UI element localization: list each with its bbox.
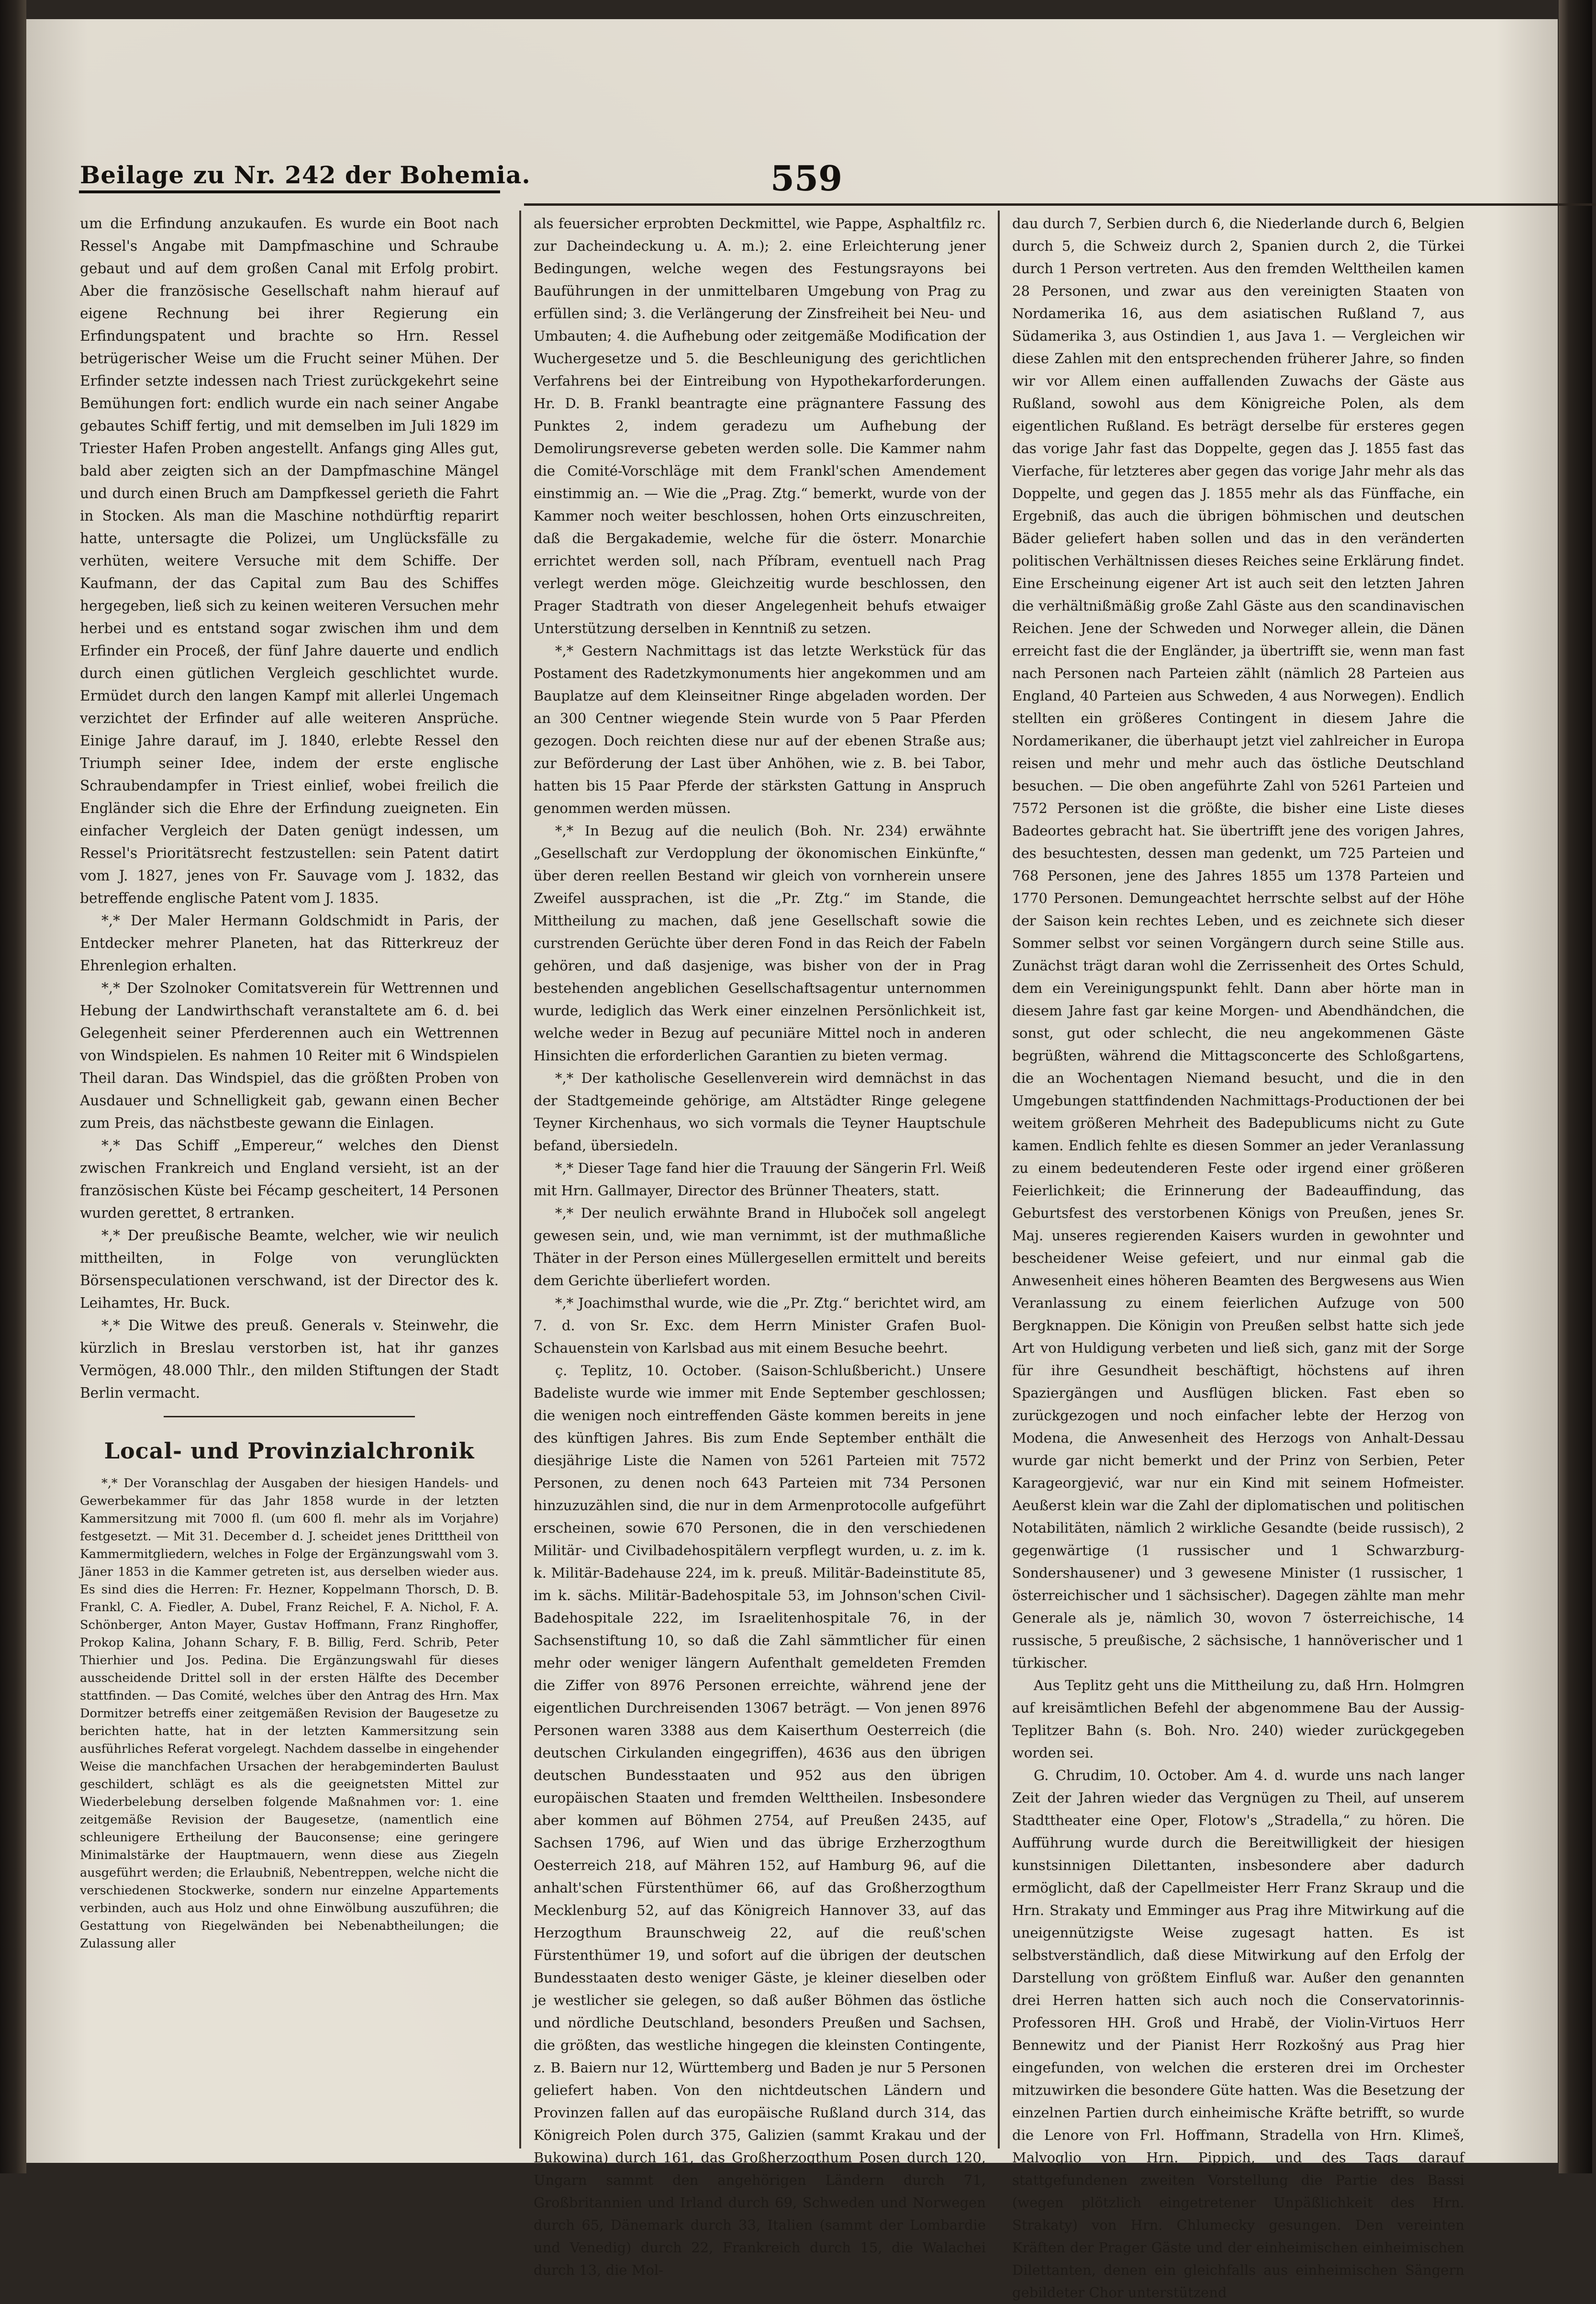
news-item: *,* Der preußische Beamte, welcher, wie wir neulich mittheilten, in Folge von verunglückten Börsenspeculationen verschwand, ist der Director des k. Leihamtes, Hr. Buck.: [80, 1227, 499, 1311]
title-underline: [79, 190, 500, 193]
article-paragraph: dau durch 7, Serbien durch 6, die Niederlande durch 6, Belgien durch 5, die Schweiz durch 2, Spanien durch 2, die Türkei durch 1 Person vertreten. Aus den fremden Welttheilen kamen 28 Personen, und zwar aus den vereinigten Staaten von Nordamerika 16, aus dem asiatischen Rußland 7, aus Südamerika 3, aus Ostindien 1, aus Java 1. — Vergleichen wir diese Zahlen mit den entsprechenden früherer Jahre, so finden wir vor Allem einen auffallenden Zuwachs der Gäste aus Rußland, sowohl aus dem Königreiche Polen, als dem eigentlichen Rußland. Es beträgt derselbe für ersteres gegen das vorige Jahr fast das Doppelte, gegen das J. 1855 fast das Vierfache, für letzteres aber gegen das vorige Jahr mehr als das Doppelte, und gegen das J. 1855 mehr als das Fünffache, ein Ergebniß, das auch die übrigen böhmischen und deutschen Bäder geliefert haben sollen und das in den veränderten politischen Verhältnissen dieses Reiches seine Erklärung findet. Eine Erscheinung eigener Art ist auch seit den letzten Jahren die verhältnißmäßig große Zahl Gäste aus den scandinavischen Reichen. Jene der Schweden und Norweger allein, die Dänen erreicht fast die der Engländer, ja übertrifft sie, wenn man fast nach Personen nach Parteien zählt (nämlich 28 Parteien aus England, 40 Parteien aus Schweden, 4 aus Norwegen). Endlich stellten ein größeres Contingent in diesem Jahre die Nordamerikaner, die überhaupt jetzt viel zahlreicher in Europa reisen und mehr und mehr auch das östliche Deutschland besuchen. — Die oben angeführte Zahl von 5261 Parteien und 7572 Personen ist die größte, die bisher eine Liste dieses Badeortes gebracht hat. Sie übertrifft jene des vorigen Jahres, des besuchtesten, dessen man gedenkt, um 725 Parteien und 768 Personen, jene des Jahres 1855 um 1378 Parteien und 1770 Personen. Demungeachtet herrschte selbst auf der Höhe der Saison kein rechtes Leben, und es zeichnete sich dieser Sommer selbst vor seinen Vorgängern durch seine Stille aus. Zunächst trägt daran wohl die Zerrissenheit des Ortes Schuld, dem ein Vereinigungspunkt fehlt. Dann aber hörte man in diesem Jahre fast gar keine Morgen- und Abendhändchen, die sonst, gut oder schlecht, die neu angekommenen Gäste begrüßten, während die Mittagsconcerte des Schloßgartens, die an Wochentagen Niemand besucht, und die in den Umgebungen stattfindenden Nachmittags-Productionen der bei weitem größeren Mehrheit des Badepublicums nicht zu Gute kamen. Endlich fehlte es diesen Sommer an jeder Veranlassung zu einem bedeutenderen Feste oder irgend einer größeren Feierlichkeit; die Erinnerung der Badeauffindung, das Geburtsfest des verstorbenen Königs von Preußen, jenes Sr. Maj. unseres regierenden Kaisers wurden in gewohnter und bescheidener Weise gefeiert, und nur einmal gab die Anwesenheit eines höheren Beamten des Bergwesens aus Wien Veranlassung zu einem feierlichen Aufzuge von 500 Bergknappen. Die Königin von Preußen selbst hatte sich jede Art von Huldigung verbeten und ließ sich, ganz mit der Sorge für ihre Gesundheit beschäftigt, höchstens auf ihren Spaziergängen und Ausflügen blicken. Fast eben so zurückgezogen und noch einfacher lebte der Herzog von Modena, die Anwesenheit des Herzogs von Anhalt-Dessau wurde gar nicht bemerkt und der Prinz von Serbien, Peter Karageorgjević, war nur ein Kind mit seinem Hofmeister. Aeußerst klein war die Zahl der diplomatischen und politischen Notabilitäten, nämlich 2 wirkliche Gesandte (beide russisch), 2 gegenwärtige (1 russischer und 1 Schwarzburg-Sondershausener) und 3 gewesene Minister (1 russischer, 1 österreichischer und 1 sächsischer). Dagegen zählte man mehr Generale als je, nämlich 30, wovon 7 österreichische, 14 russische, 5 preußische, 2 sächsische, 1 hannöverischer und 1 türkischer.: [1012, 215, 1464, 1671]
column-3: [1012, 212, 1464, 2301]
article-paragraph: als feuersicher erprobten Deckmittel, wie Pappe, Asphaltfilz rc. zur Dacheindeckung u. A. m.); 2. eine Erleichterung jener Bedingungen, welche wegen des Festungsrayons bei Bauführungen in der unmittelbaren Umgebung von Prag zu erfüllen sind; 3. die Verlängerung der Zinsfreiheit bei Neu- und Umbauten; 4. die Aufhebung oder zeitgemäße Modification der Wuchergesetze und 5. die Beschleunigung des gerichtlichen Verfahrens bei der Eintreibung von Hypothekarforderungen. Hr. D. B. Frankl beantragte eine prägnantere Fassung des Punktes 2, indem geradezu um Aufhebung der Demolirungsreverse gebeten werden solle. Die Kammer nahm die Comité-Vorschläge mit dem Frankl'schen Amendement einstimmig an. — Wie die „Prag. Ztg.“ bemerkt, wurde von der Kammer noch weiter beschlossen, hohen Orts einzuschreiten, daß die Bergakademie, welche für die österr. Monarchie errichtet werden soll, nach Příbram, eventuell nach Prag verlegt werden möge. Gleichzeitig wurde beschlossen, den Prager Stadtrath von dieser Angelegenheit behufs etwaiger Unterstützung derselben in Kenntniß zu setzen.: [534, 215, 986, 636]
section-divider: [164, 1416, 415, 1417]
section-heading: Local- und Provinzialchronik: [104, 1438, 475, 1464]
supplement-title: Beilage zu Nr. 242 der Bohemia.: [80, 161, 531, 189]
news-item: *,* Gestern Nachmittags ist das letzte Werkstück für das Postament des Radetzkymonuments hier angekommen und am Bauplatze auf dem Kleinseitner Ringe abgeladen worden. Der an 300 Centner wiegende Stein wurde von 5 Paar Pferden gezogen. Doch reichten diese nur auf der ebenen Straße aus; zur Beförderung der Last über Anhöhen, wie z. B. bei Tabor, hatten bis 15 Paar Pferde der stärksten Gattung in Anspruch genommen werden müssen.: [534, 643, 986, 816]
scan-edge-right: [1559, 0, 1592, 2173]
news-item: *,* Joachimsthal wurde, wie die „Pr. Ztg.“ berichtet wird, am 7. d. von Sr. Exc. dem Herrn Minister Grafen Buol-Schauenstein von Karlsbad aus mit einem Besuche beehrt.: [534, 1295, 986, 1356]
news-item: *,* Die Witwe des preuß. Generals v. Steinwehr, die kürzlich in Breslau verstorben ist, hat ihr ganzes Vermögen, 48.000 Thlr., den milden Stiftungen der Stadt Berlin vermacht.: [80, 1317, 499, 1401]
news-item: *,* Dieser Tage fand hier die Trauung der Sängerin Frl. Weiß mit Hrn. Gallmayer, Director des Brünner Theaters, statt.: [534, 1160, 986, 1199]
news-item: ç. Teplitz, 10. October. (Saison-Schlußbericht.) Unsere Badeliste wurde wie immer mit Ende September geschlossen; die wenigen noch eintreffenden Gäste kommen bereits in jene des künftigen Jahres. Bis zum Ende September enthält die diesjährige Liste die Namen von 5261 Parteien mit 7572 Personen, zu denen noch 643 Parteien mit 734 Personen hinzuzuzählen sind, die nur in dem Armenprotocolle aufgeführt erscheinen, sowie 670 Personen, die in den verschiedenen Militär- und Civilbadehospitälern verpflegt wurden, u. z. im k. k. Militär-Badehause 224, im k. preuß. Militär-Badeinstitute 85, im k. sächs. Militär-Badehospitale 53, im Johnson'schen Civil-Badehospitale 222, im Israelitenhospitale 76, in der Sachsenstiftung 10, so daß die Zahl sämmtlicher für einen mehr oder weniger längern Aufenthalt gemeldeten Fremden die Ziffer von 8976 Personen erreichte, während jene der eigentlichen Durchreisenden 13067 beträgt. — Von jenen 8976 Personen waren 3388 aus dem Kaiserthum Oesterreich (die deutschen Cirkulanden eingegriffen), 4636 aus den übrigen deutschen Bundesstaaten und 952 aus den übrigen europäischen Staaten und fremden Welttheilen. Insbesondere aber kommen auf Böhmen 2754, auf Preußen 2435, auf Sachsen 1796, auf Wien und das übrige Erzherzogthum Oesterreich 218, auf Mähren 152, auf Hamburg 96, auf die anhalt'schen Fürstenthümer 66, auf das Großherzogthum Mecklenburg 52, auf das Königreich Hannover 33, auf das Herzogthum Braunschweig 22, auf die reuß'schen Fürstenthümer 19, und sofort auf die übrigen der deutschen Bundesstaaten desto weniger Gäste, je kleiner dieselben oder je westlicher sie gelegen, so daß außer Böhmen das östliche und nördliche Deutschland, besonders Preußen und Sachsen, die größten, das westliche hingegen die kleinsten Contingente, z. B. Baiern nur 12, Württemberg und Baden je nur 5 Personen geliefert haben. Von den nichtdeutschen Ländern und Provinzen fallen auf das europäische Rußland durch 314, das Königreich Polen durch 375, Galizien (sammt Krakau und der Bukowina) durch 161, das Großherzogthum Posen durch 120, Ungarn sammt den angehörigen Ländern durch 71, Großbritannien und Irland durch 69, Schweden und Norwegen durch 65, Dänemark durch 33, Italien (sammt der Lombardie und Venedig) durch 22, Frankreich durch 15, die Walachei durch 13, die Mol-: [534, 1362, 986, 2278]
news-item: *,* Der Voranschlag der Ausgaben der hiesigen Handels- und Gewerbekammer für das Jahr 1858 wurde in der letzten Kammersitzung mit 7000 fl. (um 600 fl. mehr als im Vorjahre) festgesetzt. — Mit 31. December d. J. scheidet jenes Dritttheil von Kammermitgliedern, welches in Folge der Ergänzungswahl vom 3. Jäner 1853 in die Kammer getreten ist, aus derselben wieder aus. Es sind dies die Herren: Fr. Hezner, Koppelmann Thorsch, D. B. Frankl, C. A. Fiedler, A. Dubel, Franz Reichel, F. A. Nichol, F. A. Schönberger, Anton Mayer, Gustav Hoffmann, Franz Ringhoffer, Prokop Kalina, Johann Schary, F. B. Billig, Ferd. Schrib, Peter Thierhier und Jos. Pedina. Die Ergänzungswahl für dieses ausscheidende Drittel soll in der ersten Hälfte des December stattfinden. — Das Comité, welches über den Antrag des Hrn. Max Dormitzer betreffs einer zeitgemäßen Revision der Baugesetze zu berichten hatte, hat in der letzten Kammersitzung sein ausführliches Referat vorgelegt. Nachdem dasselbe in eingehender Weise die manchfachen Ursachen der herabgeminderten Baulust geschildert, schlägt es als die geeignetsten Mittel zur Wiederbelebung derselben folgende Maßnahmen vor: 1. eine zeitgemäße Revision der Baugesetze, (namentlich eine schleunigere Ertheilung der Bauconsense; eine geringere Minimalstärke der Hauptmauern, wenn diese aus Ziegeln ausgeführt werden; die Erlaubniß, Nebentreppen, welche nicht die verschiedenen Stockwerke, sondern nur einzelne Appartements verbinden, auch aus Holz und ohne Einwölbung auszuführen; die Gestattung von Riegelwänden bei Nebenabtheilungen; die Zulassung aller: [80, 1476, 499, 1951]
newspaper-page: [26, 19, 1558, 2301]
news-item: Aus Teplitz geht uns die Mittheilung zu, daß Hrn. Holmgren auf kreisämtlichen Befehl der abgenommene Bau der Aussig-Teplitzer Bahn (s. Boh. Nro. 240) wieder zurückgegeben worden sei.: [1012, 1677, 1464, 1761]
column-1: [80, 212, 499, 2146]
column-divider: [519, 211, 521, 2148]
header-rule: [524, 203, 1596, 206]
article-paragraph: um die Erfindung anzukaufen. Es wurde ein Boot nach Ressel's Angabe mit Dampfmaschine und Schraube gebaut und auf dem großen Canal mit Erfolg probirt. Aber die französische Gesellschaft nahm hierauf auf eigene Rechnung bei ihrer Regierung ein Erfindungspatent und brachte so Hrn. Ressel betrügerischer Weise um die Frucht seiner Mühen. Der Erfinder setzte indessen nach Triest zurückgekehrt seine Bemühungen fort: endlich wurde ein nach seiner Angabe gebautes Schiff fertig, und mit demselben im Juli 1829 im Triester Hafen Proben angestellt. Anfangs ging Alles gut, bald aber zeigten sich an der Dampfmaschine Mängel und durch einen Bruch am Dampfkessel gerieth die Fahrt in Stocken. Als man die Maschine nothdürftig reparirt hatte, untersagte die Polizei, um Unglücksfälle zu verhüten, weitere Versuche mit dem Schiffe. Der Kaufmann, der das Capital zum Bau des Schiffes hergegeben, ließ sich zu keinen weiteren Versuchen mehr herbei und es entstand sogar zwischen ihm und dem Erfinder ein Proceß, der fünf Jahre dauerte und endlich durch einen gütlichen Vergleich geschlichtet wurde. Ermüdet durch den langen Kampf mit allerlei Ungemach verzichtet der Erfinder auf alle weiteren Ansprüche. Einige Jahre darauf, im J. 1840, erlebte Ressel den Triumph seiner Idee, indem der erste englische Schraubendampfer in Triest einlief, wobei freilich die Engländer sich die Ehre der Erfindung zueigneten. Ein einfacher Vergleich der Daten genügt indessen, um Ressel's Prioritätsrecht festzustellen: sein Patent datirt vom J. 1827, jenes von Fr. Sauvage vom J. 1832, das betreffende englische Patent vom J. 1835.: [80, 215, 499, 906]
news-item: G. Chrudim, 10. October. Am 4. d. wurde uns nach langer Zeit der Jahren wieder das Vergnügen zu Theil, auf unserem Stadttheater eine Oper, Flotow's „Stradella,“ zu hören. Die Aufführung wurde durch die Bereitwilligkeit der hiesigen kunstsinnigen Dilettanten, insbesondere aber dadurch ermöglicht, daß der Capellmeister Herr Franz Skraup und die Hrn. Strakaty und Emminger aus Prag ihre Mitwirkung auf die uneigennützigste Weise zugesagt hatten. Es ist selbstverständlich, daß diese Mitwirkung auf den Erfolg der Darstellung von größtem Einfluß war. Außer den genannten drei Herren hatten sich auch noch die Conservatorinnis-Professoren HH. Groß und Hrabě, der Violin-Virtuos Herr Bennewitz und der Pianist Herr Rozkošný aus Prag hier eingefunden, von welchen die ersteren drei im Orchester mitzuwirken die besondere Güte hatten. Was die Besetzung der einzelnen Partien durch einheimische Kräfte betrifft, so wurde die Lenore von Frl. Hoffmann, Stradella von Hrn. Klimeš, Malvoglio von Hrn. Pippich, und des Tags darauf stattgefundenen zweiten Vorstellung die Partie des Bassi (wegen plötzlich eingetretener Unpäßlichkeit des Hrn. Strakaty) von Hrn. Chlumecky gesungen. Den vereinten Kräften der Prager Gäste und der einheimischen einheimischen Dilettanten, denen ein gleichfalls aus einheimischen Sängern gebildeter Chor unterstützend: [1012, 1767, 1464, 2301]
page-number: 559: [770, 158, 843, 199]
news-item: *,* Der neulich erwähnte Brand in Hluboček soll angelegt gewesen sein, und, wie man vernimmt, ist der muthmaßliche Thäter in der Person eines Müllergesellen ermittelt und bereits dem Gerichte überliefert worden.: [534, 1205, 986, 1289]
news-item: *,* Der katholische Gesellenverein wird demnächst in das der Stadtgemeinde gehörige, am Altstädter Ringe gelegene Teyner Kirchenhaus, wo sich vormals die Teyner Hauptschule befand, übersiedeln.: [534, 1070, 986, 1154]
scan-edge-left: [0, 0, 26, 2173]
column-2: [534, 212, 986, 2278]
column-divider: [998, 211, 1000, 2148]
news-item: *,* In Bezug auf die neulich (Boh. Nr. 234) erwähnte „Gesellschaft zur Verdopplung der ökonomischen Einkünfte,“ über deren reellen Bestand wir gleich von vornherein unsere Zweifel aussprachen, ist die „Pr. Ztg.“ im Stande, die Mittheilung zu machen, daß jene Gesellschaft sowie die curstrenden Gerüchte über deren Fond in das Reich der Fabeln gehören, und daß dasjenige, was bisher von der in Prag bestehenden angeblichen Gesellschaftsagentur unternommen wurde, lediglich das Werk einer einzelnen Persönlichkeit ist, welche weder in Bezug auf pecuniäre Mittel noch in anderen Hinsichten die erforderlichen Garantien zu bieten vermag.: [534, 823, 986, 1064]
news-item: *,* Der Maler Hermann Goldschmidt in Paris, der Entdecker mehrer Planeten, hat das Ritterkreuz der Ehrenlegion erhalten.: [80, 913, 499, 974]
news-item: *,* Der Szolnoker Comitatsverein für Wettrennen und Hebung der Landwirthschaft veranstaltete am 6. d. bei Gelegenheit seiner Pferderennen auch ein Wettrennen von Windspielen. Es nahmen 10 Reiter mit 6 Windspielen Theil daran. Das Windspiel, das die größten Proben von Ausdauer und Schnelligkeit gab, gewann einen Becher zum Preis, das nächstbeste gewann die Einlagen.: [80, 980, 499, 1131]
news-item: *,* Das Schiff „Empereur,“ welches den Dienst zwischen Frankreich und England versieht, ist an der französischen Küste bei Fécamp gescheitert, 14 Personen wurden gerettet, 8 ertranken.: [80, 1137, 499, 1221]
